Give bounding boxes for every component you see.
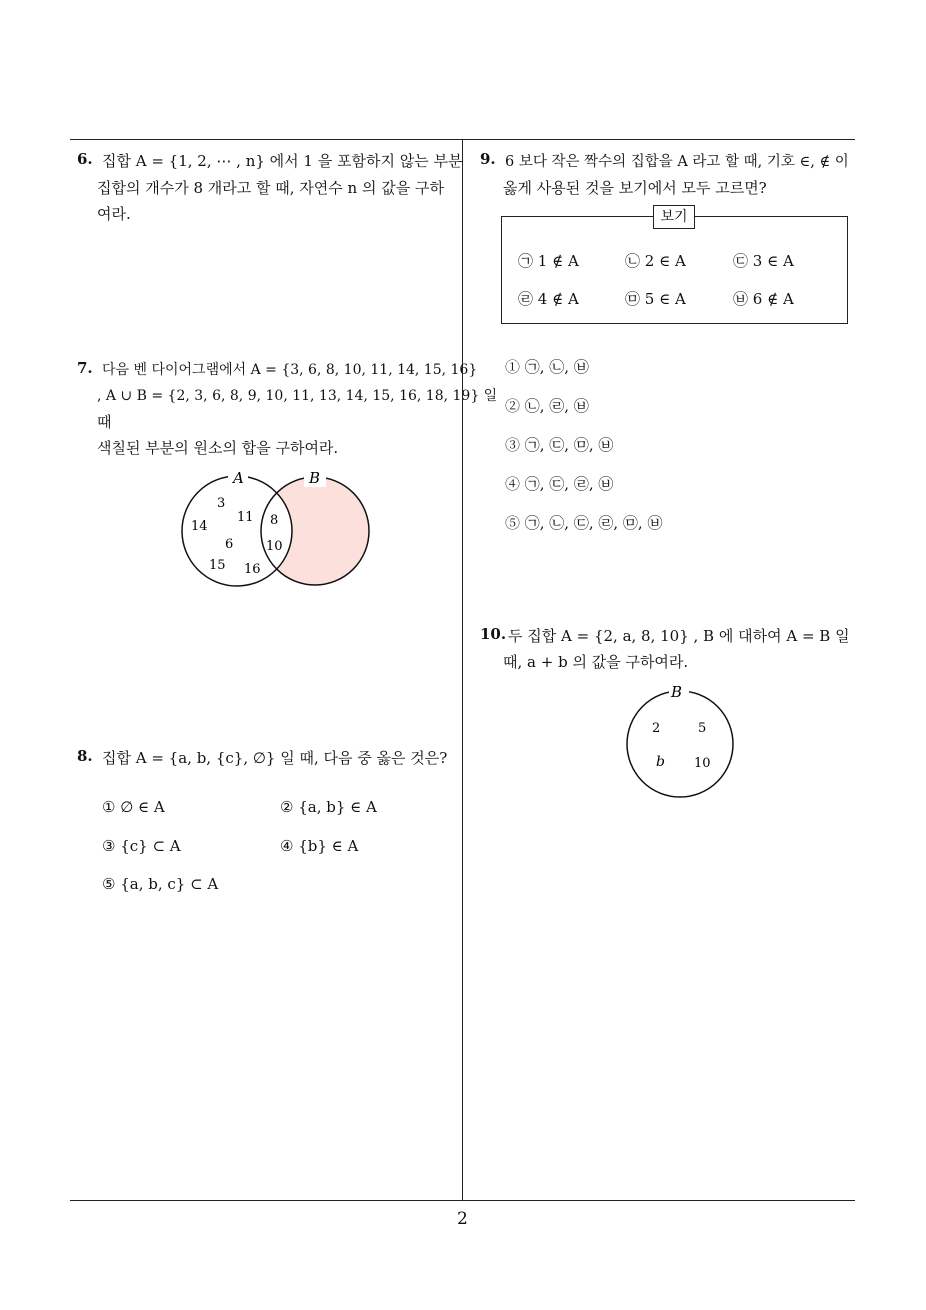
venn-element: 14 bbox=[191, 519, 208, 534]
question-text-line: 다음 벤 다이어그램에서 A = {3, 6, 8, 10, 11, 14, 15, 16} bbox=[102, 362, 478, 378]
question-text-line: , A ∪ B = {2, 3, 6, 8, 9, 10, 11, 13, 14, 15, 16, 18, 19} 일 bbox=[97, 388, 498, 404]
venn-element: 16 bbox=[244, 562, 261, 577]
venn-label-b: B bbox=[671, 683, 683, 701]
choice-4[interactable]: ④ {b} ∈ A bbox=[280, 837, 359, 855]
venn-diagram-q10 bbox=[620, 682, 740, 802]
question-text-line: 두 집합 A = {2, a, 8, 10} , B 에 대하여 A = B 일 bbox=[508, 627, 850, 645]
example-box-label: 보기 bbox=[653, 205, 695, 229]
venn-element: b bbox=[656, 754, 665, 770]
question-text-line: 집합 A = {1, 2, ⋯ , n} 에서 1 을 포함하지 않는 부분 bbox=[102, 152, 463, 170]
choice-1[interactable]: ① ㉠, ㉡, ㉥ bbox=[505, 358, 589, 376]
question-number: 9. bbox=[480, 150, 496, 168]
question-text-line: 6 보다 작은 짝수의 집합을 A 라고 할 때, 기호 ∈, ∉ 이 bbox=[505, 154, 849, 170]
question-number: 7. bbox=[77, 359, 93, 377]
question-text-line: 때, a + b 의 값을 구하여라. bbox=[503, 653, 689, 671]
question-number: 10. bbox=[480, 625, 507, 643]
choice-3[interactable]: ③ ㉠, ㉢, ㉤, ㉥ bbox=[505, 436, 614, 454]
venn-element: 8 bbox=[270, 513, 279, 528]
venn-element: 6 bbox=[225, 537, 234, 552]
column-divider bbox=[462, 139, 463, 1201]
question-text-line: 때 bbox=[97, 413, 112, 431]
question-text-line: 여라. bbox=[97, 205, 131, 223]
question-text-line: 집합의 개수가 8 개라고 할 때, 자연수 n 의 값을 구하 bbox=[97, 179, 444, 197]
venn-element: 15 bbox=[209, 558, 226, 573]
example-item: ㉥ 6 ∉ A bbox=[733, 290, 794, 308]
venn-element: 2 bbox=[652, 721, 661, 736]
venn-element: 5 bbox=[698, 721, 707, 736]
page-number: 2 bbox=[457, 1209, 468, 1229]
venn-label-b: B bbox=[309, 469, 321, 487]
question-text-line: 옳게 사용된 것을 보기에서 모두 고르면? bbox=[503, 179, 767, 197]
venn-circle-b bbox=[627, 691, 733, 797]
question-number: 6. bbox=[77, 150, 93, 168]
example-item: ㉣ 4 ∉ A bbox=[518, 290, 579, 308]
venn-element: 10 bbox=[694, 756, 711, 771]
example-item: ㉤ 5 ∈ A bbox=[625, 290, 686, 308]
example-item: ㉡ 2 ∈ A bbox=[625, 252, 686, 270]
choice-2[interactable]: ② ㉡, ㉣, ㉥ bbox=[505, 397, 589, 415]
choice-1[interactable]: ① ∅ ∈ A bbox=[102, 798, 165, 816]
question-number: 8. bbox=[77, 747, 93, 765]
question-text-line: 색칠된 부분의 원소의 합을 구하여라. bbox=[97, 439, 339, 457]
example-item: ㉠ 1 ∉ A bbox=[518, 252, 579, 270]
venn-element: 3 bbox=[217, 496, 226, 511]
question-text-line: 집합 A = {a, b, {c}, ∅} 일 때, 다음 중 옳은 것은? bbox=[102, 749, 448, 767]
venn-diagram-q7 bbox=[170, 465, 385, 595]
bottom-rule bbox=[70, 1200, 855, 1201]
choice-5[interactable]: ⑤ ㉠, ㉡, ㉢, ㉣, ㉤, ㉥ bbox=[505, 514, 663, 532]
choice-3[interactable]: ③ {c} ⊂ A bbox=[102, 837, 181, 855]
venn-label-a: A bbox=[233, 469, 244, 487]
venn-element: 10 bbox=[266, 539, 283, 554]
example-item: ㉢ 3 ∈ A bbox=[733, 252, 794, 270]
venn-element: 11 bbox=[237, 510, 254, 525]
choice-2[interactable]: ② {a, b} ∈ A bbox=[280, 798, 377, 816]
choice-5[interactable]: ⑤ {a, b, c} ⊂ A bbox=[102, 875, 219, 893]
choice-4[interactable]: ④ ㉠, ㉢, ㉣, ㉥ bbox=[505, 475, 614, 493]
